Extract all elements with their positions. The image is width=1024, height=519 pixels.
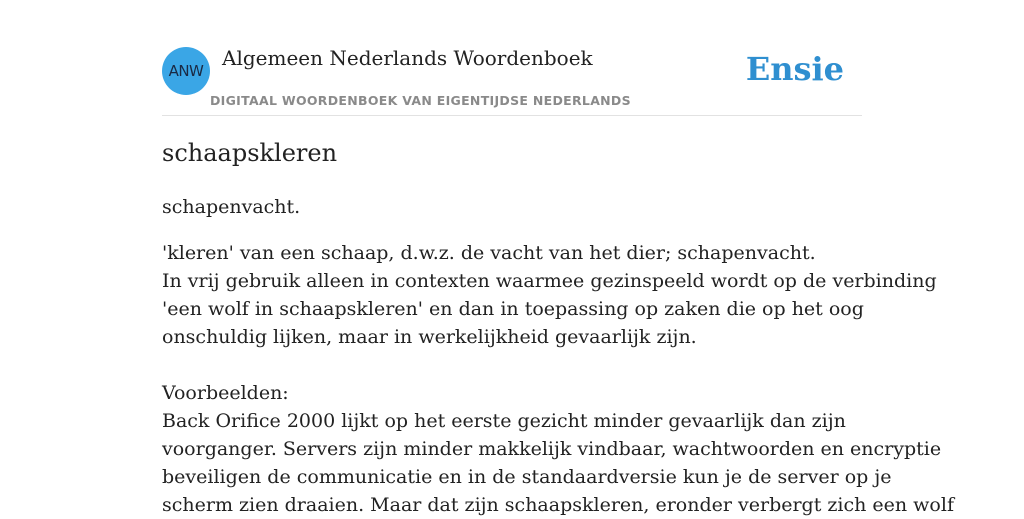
definition-line: 'een wolf in schaapskleren' en dan in toepassing op zaken die op het oog (162, 298, 864, 320)
site-header (162, 0, 862, 116)
site-title[interactable]: Algemeen Nederlands Woordenboek (222, 46, 593, 70)
definition-line: onschuldig lijken, maar in werkelijkheid gevaarlijk zijn. (162, 326, 697, 348)
ensie-brand-logo[interactable]: Ensie (745, 50, 844, 88)
example-line: scherm zien draaien. Maar dat zijn schaapskleren, eronder verbergt zich een wolf (162, 494, 954, 516)
definition-body (162, 239, 954, 519)
example-line: beveiligen de communicatie en in de standaardversie kun je de server op je (162, 466, 892, 488)
anw-logo[interactable]: ANW (162, 47, 210, 95)
example-line: voorganger. Servers zijn minder makkelijk vindbaar, wachtwoorden en encryptie (162, 438, 942, 460)
site-subtitle: DIGITAAL WOORDENBOEK VAN EIGENTIJDSE NEDERLANDS (210, 93, 631, 108)
definition-line: 'kleren' van een schaap, d.w.z. de vacht van het dier; schapenvacht. (162, 242, 816, 264)
entry-term: schaapskleren (162, 139, 338, 167)
page (162, 0, 954, 516)
examples-label: Voorbeelden: (162, 382, 289, 404)
paragraph-gap (162, 351, 862, 379)
short-definition: schapenvacht. (162, 196, 301, 218)
definition-line: In vrij gebruik alleen in contexten waarmee gezinspeeld wordt op de verbinding (162, 270, 937, 292)
example-line: Back Orifice 2000 lijkt op het eerste gezicht minder gevaarlijk dan zijn (162, 410, 846, 432)
